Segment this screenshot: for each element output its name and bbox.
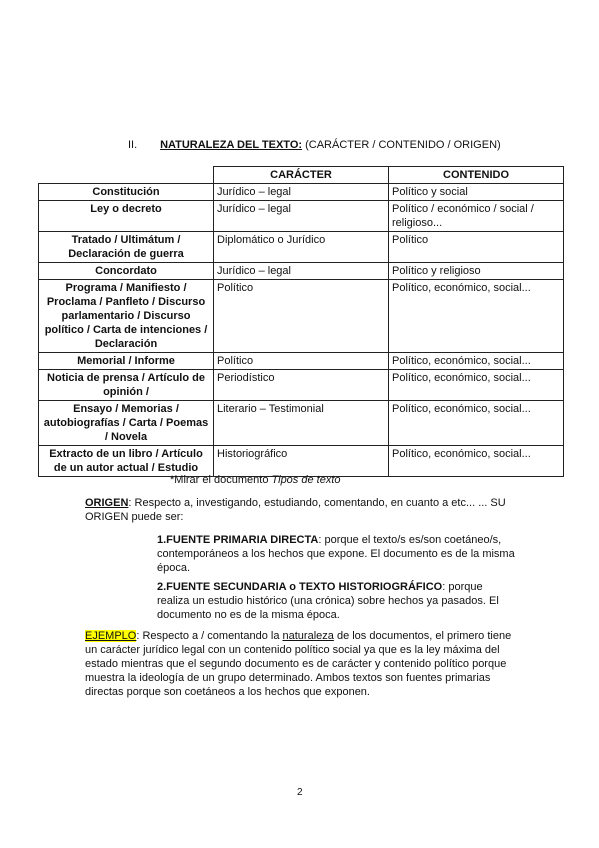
header-contenido: CONTENIDO: [389, 167, 564, 184]
row-caracter: Jurídico – legal: [214, 201, 389, 232]
table-row: [39, 263, 564, 280]
row-caracter: Literario – Testimonial: [214, 401, 389, 446]
row-tipo: Ensayo / Memorias / autobiografías / Carta / Poemas / Novela: [39, 401, 214, 446]
origen-paragraph: [85, 496, 525, 524]
row-contenido: Político: [389, 232, 564, 263]
row-caracter: Jurídico – legal: [214, 263, 389, 280]
section-subtitle: (CARÁCTER / CONTENIDO / ORIGEN): [305, 139, 501, 151]
section-heading: [128, 139, 501, 151]
row-tipo: Programa / Manifiesto / Proclama / Panfleto / Discurso parlamentario / Discurso político / Carta de intenciones / Declaración: [39, 280, 214, 353]
row-tipo: Constitución: [39, 184, 214, 201]
table-row: [39, 201, 564, 232]
fuente-primaria-title: 1.FUENTE PRIMARIA DIRECTA: [157, 534, 319, 546]
table-header-row: [39, 167, 564, 184]
row-caracter: Diplomático o Jurídico: [214, 232, 389, 263]
header-caracter: CARÁCTER: [214, 167, 389, 184]
row-contenido: Político, económico, social...: [389, 401, 564, 446]
fuente-secundaria: [157, 580, 517, 622]
row-tipo: Extracto de un libro / Artículo de un autor actual / Estudio: [39, 446, 214, 477]
row-contenido: Político y social: [389, 184, 564, 201]
footnote-doc-link-text: Tipos de texto: [271, 474, 341, 486]
fuente-secundaria-title: 2.FUENTE SECUNDARIA o TEXTO HISTORIOGRÁFICO: [157, 581, 443, 593]
row-tipo: Tratado / Ultimátum / Declaración de guerra: [39, 232, 214, 263]
table-row: [39, 232, 564, 263]
row-caracter: Jurídico – legal: [214, 184, 389, 201]
row-tipo: Ley o decreto: [39, 201, 214, 232]
table-row: [39, 446, 564, 477]
fuente-secundaria-text: : porque realiza un estudio histórico (una crónica) sobre hechos ya pasados. El documento no es de la misma época.: [157, 581, 499, 621]
row-tipo: Concordato: [39, 263, 214, 280]
footnote-prefix: *Mirar el documento: [170, 474, 272, 486]
row-contenido: Político, económico, social...: [389, 446, 564, 477]
row-caracter: Historiográfico: [214, 446, 389, 477]
row-tipo: Noticia de prensa / Artículo de opinión /: [39, 370, 214, 401]
section-number: II.: [128, 139, 138, 151]
header-empty: [39, 167, 214, 184]
ejemplo-text-1: : Respecto a / comentando la: [136, 630, 283, 642]
table-row: [39, 401, 564, 446]
ejemplo-text-2: de los documentos, el primero tiene un carácter jurídico legal con un contenido político social ya que es la ley máxima del estado mientras que el segundo documento es de carácter y contenido político porque muestra la ideología de un grupo determinado. Ambos textos son fuentes primarias directas porque son coetáneos a los hechos que exponen.: [85, 630, 512, 698]
ejemplo-label: EJEMPLO: [85, 630, 137, 642]
fuente-primaria-text: : porque el texto/s es/son coetáneo/s, contemporáneos a los hechos que expone. El documento es de la misma época.: [157, 534, 515, 574]
row-contenido: Político y religioso: [389, 263, 564, 280]
table-row: [39, 280, 564, 353]
table-footnote: [170, 474, 341, 486]
row-contenido: Político, económico, social...: [389, 370, 564, 401]
table-row: [39, 370, 564, 401]
row-caracter: Periodístico: [214, 370, 389, 401]
section-title: NATURALEZA DEL TEXTO:: [160, 139, 303, 151]
fuente-primaria: [157, 533, 517, 575]
table-row: [39, 184, 564, 201]
row-contenido: Político / económico / social / religioso...: [389, 201, 564, 232]
origen-label: ORIGEN: [85, 497, 129, 509]
row-caracter: Político: [214, 353, 389, 370]
row-tipo: Memorial / Informe: [39, 353, 214, 370]
row-contenido: Político, económico, social...: [389, 353, 564, 370]
row-contenido: Político, económico, social...: [389, 280, 564, 353]
table-row: [39, 353, 564, 370]
ejemplo-paragraph: [85, 629, 525, 699]
naturaleza-table: [38, 166, 564, 477]
ejemplo-underlined: naturaleza: [282, 630, 334, 642]
origen-text: : Respecto a, investigando, estudiando, comentando, en cuanto a etc... ... SU ORIGEN puede ser:: [85, 497, 506, 523]
row-caracter: Político: [214, 280, 389, 353]
page-number: 2: [297, 787, 303, 798]
